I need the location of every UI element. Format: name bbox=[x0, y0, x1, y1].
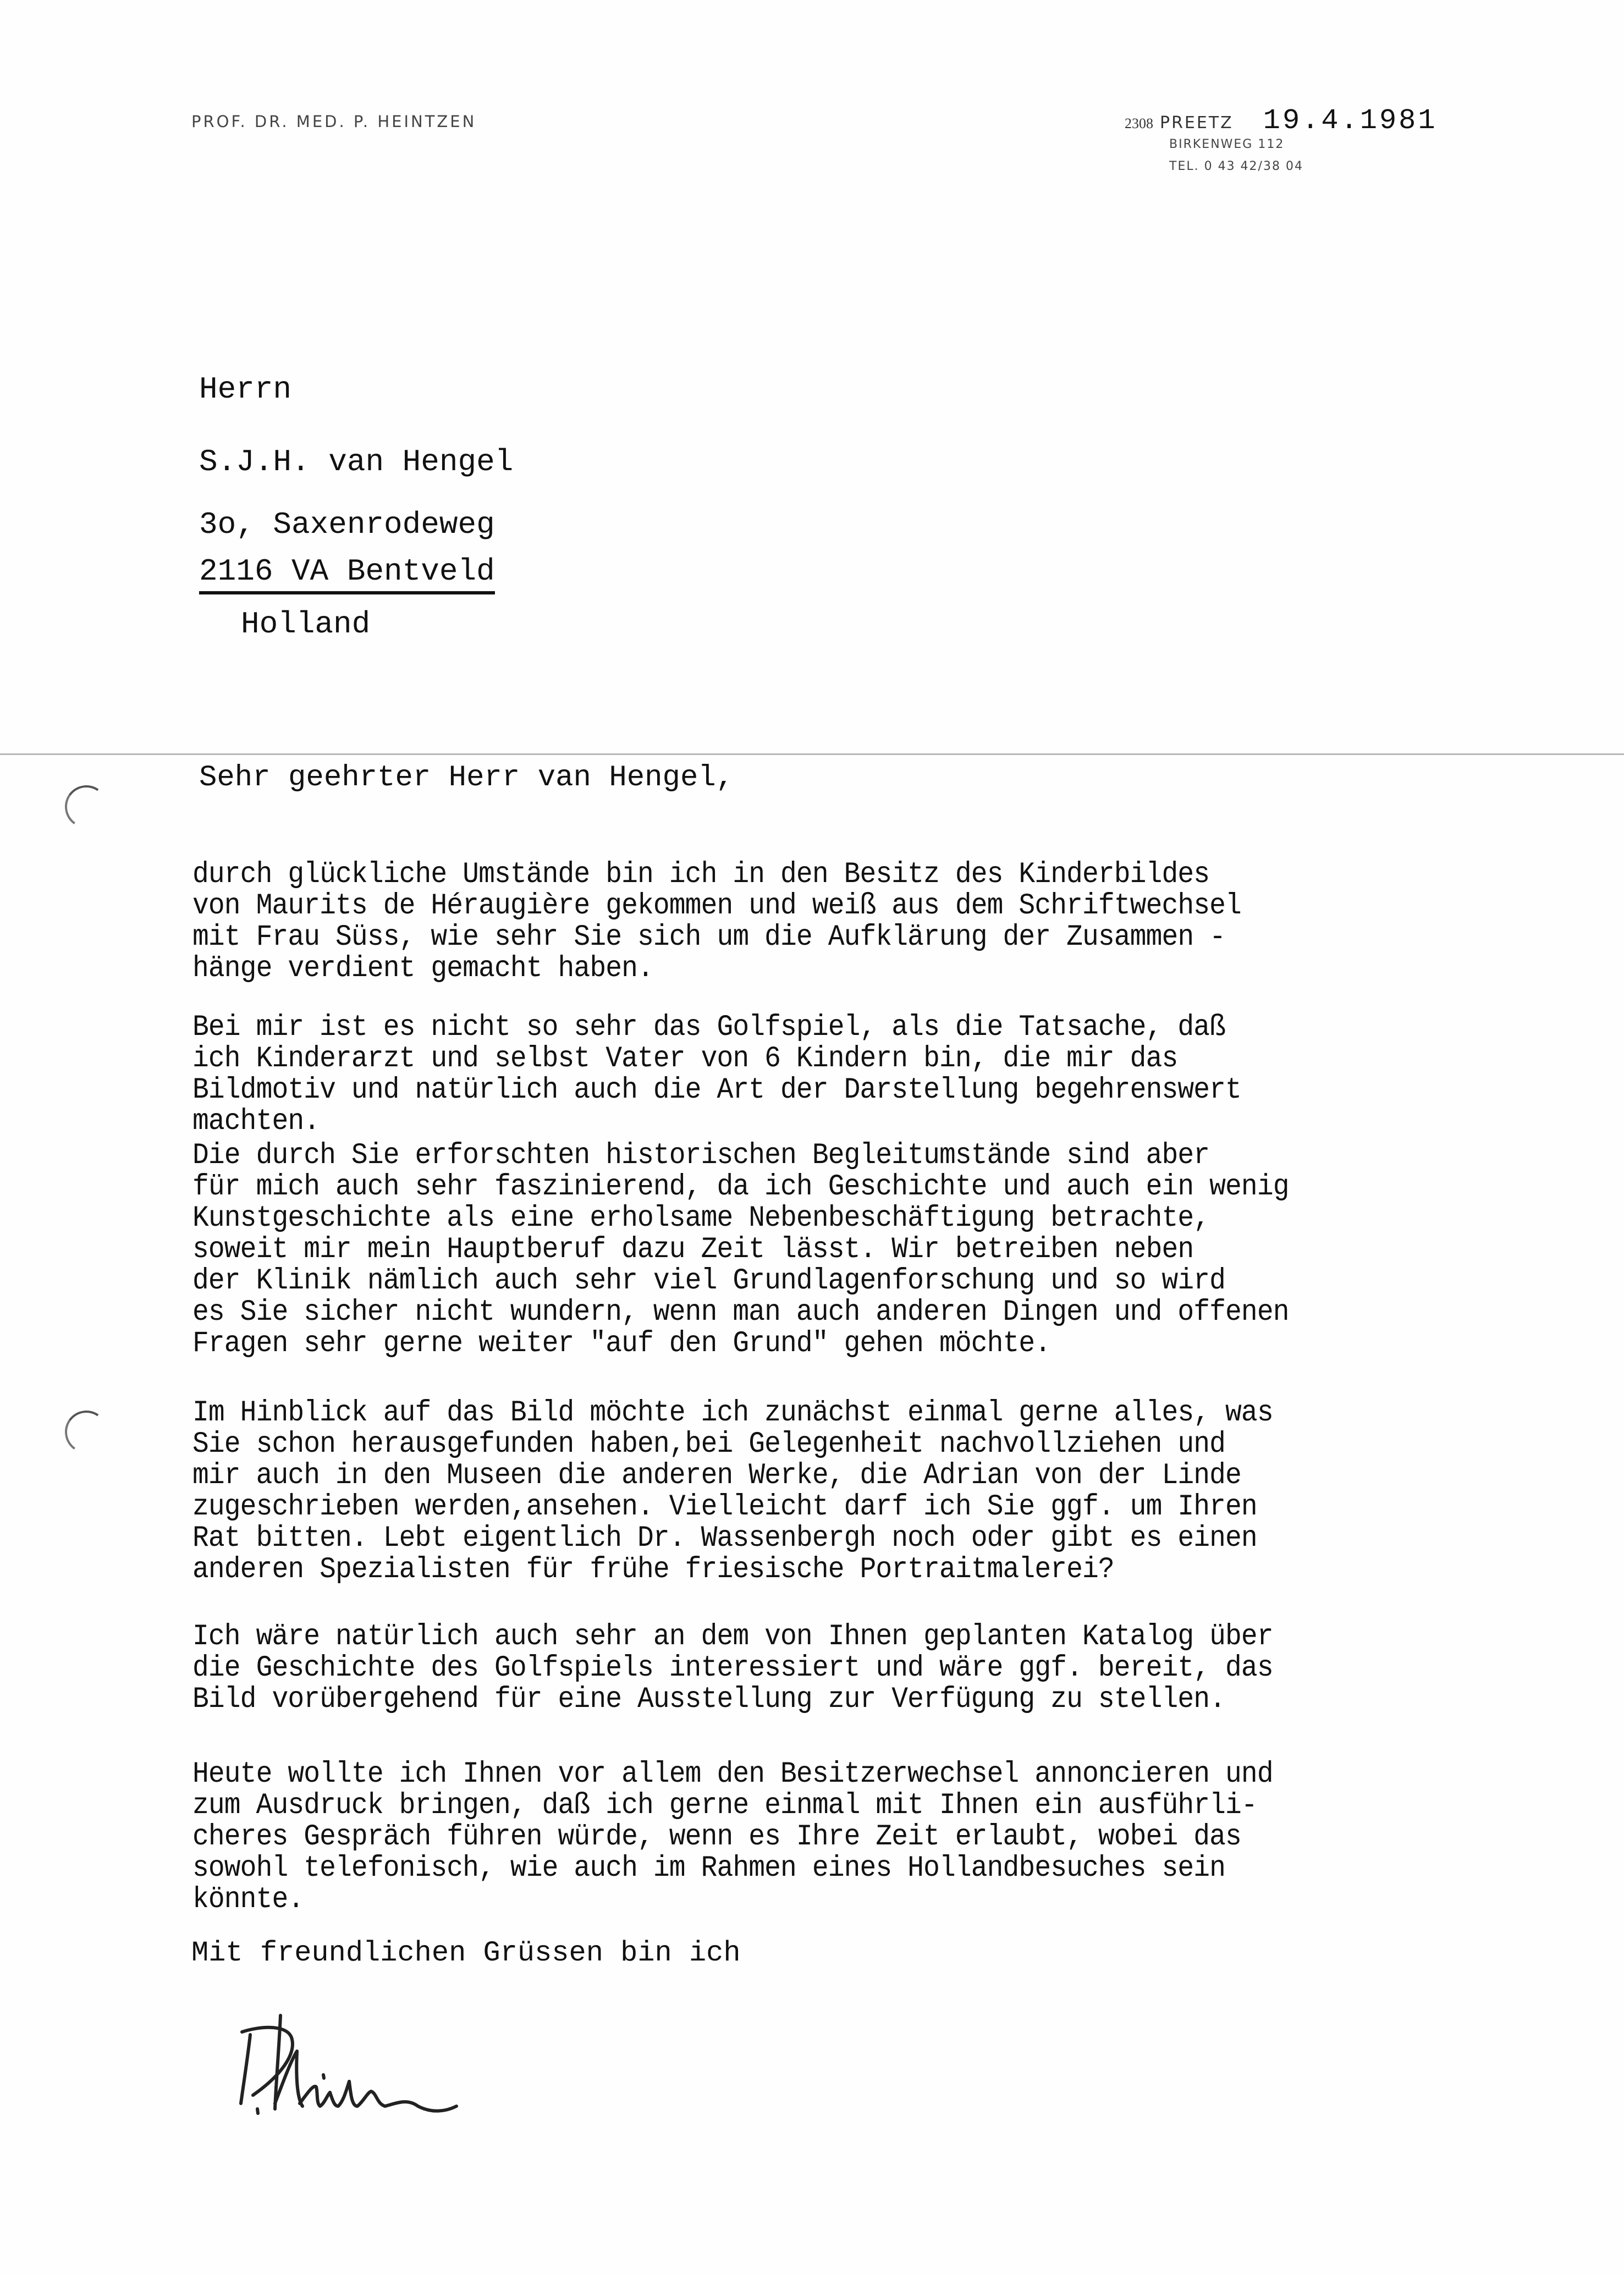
text-line: zugeschrieben werden,ansehen. Vielleicht darf ich Sie ggf. um Ihren bbox=[192, 1490, 1257, 1524]
letter-closing: Mit freundlichen Grüssen bin ich bbox=[191, 1937, 741, 1969]
letter-date: 19.4.1981 bbox=[1263, 104, 1438, 137]
text-line: die Geschichte des Golfspiels interessiert und wäre ggf. bereit, das bbox=[192, 1651, 1273, 1685]
text-line: Kunstgeschichte als eine erholsame Nebenbeschäftigung betrachte, bbox=[192, 1202, 1210, 1235]
text-line: Rat bitten. Lebt eigentlich Dr. Wassenbergh noch oder gibt es einen bbox=[192, 1522, 1257, 1555]
letter-greeting: Sehr geehrter Herr van Hengel, bbox=[199, 761, 734, 795]
text-line: der Klinik nämlich auch sehr viel Grundlagenforschung und so wird bbox=[192, 1264, 1226, 1298]
text-line: könnte. bbox=[192, 1883, 304, 1916]
text-line: Bild vorübergehend für eine Ausstellung zur Verfügung zu stellen. bbox=[192, 1683, 1226, 1716]
text-line: ich Kinderarzt und selbst Vater von 6 Kindern bin, die mir das bbox=[192, 1042, 1178, 1076]
handwritten-signature bbox=[220, 1993, 638, 2136]
text-line: von Maurits de Héraugière gekommen und weiß aus dem Schriftwechsel bbox=[192, 889, 1241, 923]
text-line: Die durch Sie erforschten historischen Begleitumstände sind aber bbox=[192, 1139, 1210, 1172]
text-line: Ich wäre natürlich auch sehr an dem von Ihnen geplanten Katalog über bbox=[192, 1620, 1273, 1654]
text-line: Fragen sehr gerne weiter "auf den Grund" gehen möchte. bbox=[192, 1327, 1051, 1360]
recipient-salutation: Herrn bbox=[199, 372, 292, 407]
recipient-city: 2116 VA Bentveld bbox=[199, 554, 495, 594]
sender-telephone: TEL. 0 43 42/38 04 bbox=[1169, 159, 1303, 173]
letterhead-sender-name: PROF. DR. MED. P. HEINTZEN bbox=[191, 112, 477, 131]
text-line: mir auch in den Museen die anderen Werke, die Adrian von der Linde bbox=[192, 1459, 1241, 1492]
body-paragraph-1 bbox=[192, 859, 1503, 984]
body-paragraph-4 bbox=[192, 1397, 1503, 1585]
punch-hole-mark bbox=[62, 782, 111, 831]
text-line: anderen Spezialisten für frühe friesische Portraitmalerei? bbox=[192, 1553, 1114, 1587]
sender-city-row bbox=[1125, 104, 1438, 137]
text-line: mit Frau Süss, wie sehr Sie sich um die Aufklärung der Zusammen - bbox=[192, 921, 1226, 954]
text-line: Bei mir ist es nicht so sehr das Golfspiel, als die Tatsache, daß bbox=[192, 1011, 1226, 1044]
sender-city: PREETZ bbox=[1160, 113, 1234, 133]
paper-fold-line bbox=[0, 753, 1624, 755]
text-line: Heute wollte ich Ihnen vor allem den Besitzerwechsel annoncieren und bbox=[192, 1758, 1273, 1791]
text-line: Bildmotiv und natürlich auch die Art der Darstellung begehrenswert bbox=[192, 1073, 1241, 1107]
text-line: es Sie sicher nicht wundern, wenn man auch anderen Dingen und offenen bbox=[192, 1296, 1289, 1329]
sender-address-block bbox=[1125, 104, 1438, 178]
recipient-country: Holland bbox=[241, 607, 371, 642]
text-line: für mich auch sehr faszinierend, da ich Geschichte und auch ein wenig bbox=[192, 1170, 1289, 1204]
body-paragraph-6 bbox=[192, 1759, 1503, 1915]
text-line: sowohl telefonisch, wie auch im Rahmen eines Hollandbesuches sein bbox=[192, 1852, 1226, 1885]
sender-postcode: 2308 bbox=[1125, 115, 1153, 131]
text-line: machten. bbox=[192, 1105, 320, 1138]
text-line: zum Ausdruck bringen, daß ich gerne einmal mit Ihnen ein ausführli- bbox=[192, 1789, 1257, 1822]
punch-hole-mark bbox=[62, 1407, 111, 1457]
recipient-name: S.J.H. van Hengel bbox=[199, 444, 514, 480]
text-line: hänge verdient gemacht haben. bbox=[192, 952, 653, 985]
body-paragraph-5 bbox=[192, 1621, 1503, 1715]
text-line: soweit mir mein Hauptberuf dazu Zeit lässt. Wir betreiben neben bbox=[192, 1233, 1194, 1266]
sender-street: BIRKENWEG 112 bbox=[1169, 137, 1285, 151]
text-line: Im Hinblick auf das Bild möchte ich zunächst einmal gerne alles, was bbox=[192, 1396, 1273, 1430]
text-line: durch glückliche Umstände bin ich in den Besitz des Kinderbildes bbox=[192, 858, 1210, 891]
body-paragraph-3 bbox=[192, 1140, 1503, 1359]
recipient-street: 3o, Saxenrodeweg bbox=[199, 507, 495, 542]
text-line: Sie schon herausgefunden haben,bei Gelegenheit nachvollziehen und bbox=[192, 1428, 1226, 1461]
body-paragraph-2 bbox=[192, 1012, 1503, 1137]
text-line: cheres Gespräch führen würde, wenn es Ihre Zeit erlaubt, wobei das bbox=[192, 1820, 1241, 1854]
